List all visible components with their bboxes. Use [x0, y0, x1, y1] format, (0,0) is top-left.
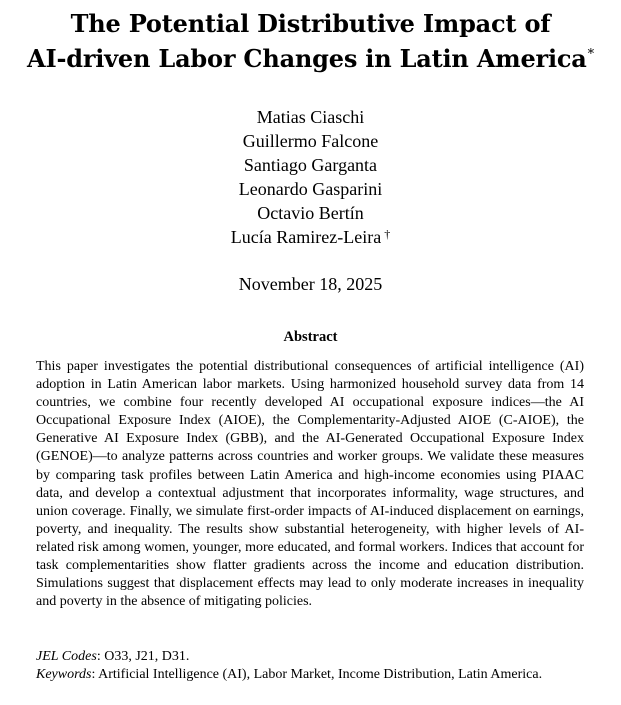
author-name [0, 153, 621, 177]
title-footnote-mark[interactable]: * [587, 47, 594, 62]
author-name-text: Matias Ciaschi [256, 107, 365, 127]
paper-title [0, 6, 621, 76]
paper-title-line-1: The Potential Distributive Impact of [70, 9, 551, 38]
author-name-text: Santiago Garganta [243, 155, 378, 175]
author-name [0, 201, 621, 225]
keywords-label: Keywords [36, 667, 92, 682]
author-list [0, 105, 621, 249]
paper-title-line-2-text: AI-driven Labor Changes in Latin America [27, 44, 587, 73]
author-name-text: Guillermo Falcone [242, 131, 379, 151]
author-name [0, 105, 621, 129]
paper-title-line-2 [0, 41, 621, 76]
abstract-heading: Abstract [283, 329, 338, 345]
author-name-text: Octavio Bertín [257, 203, 364, 223]
author-name [0, 225, 621, 249]
publication-date: November 18, 2025 [238, 274, 383, 294]
author-name [0, 177, 621, 201]
keywords: Keywords: Artificial Intelligence (AI), Labor Market, Income Distribution, Latin America. [36, 667, 543, 682]
abstract-text: This paper investigates the potential distributional consequences of artificial intelligence (AI) adoption in Latin American labor markets. Using harmonized household survey data from 14 countries, we combine four recently developed AI occupational exposure indices—the AI Occupational Exposure Index (AIOE), the Complementarity-Adjusted AIOE (C-AIOE), the Generative AI Exposure Index (GBB), and the AI-Generated Occupational Exposure Index (GENOE)—to analyze patterns across countries and worker groups. We validate these measures by comparing task profiles between Latin America and high-income economies using PIAAC data, and develop a contextual adjustment that incorporates informality, wage structures, and union coverage. Finally, we simulate first-order impacts of AI-induced displacement on earnings, poverty, and inequality. The results show substantial heterogeneity, with higher levels of AI-related risk among women, younger, more educated, and formal workers. Indices that account for task complementarities show flatter gradients across the income and education distribution. Simulations suggest that displacement effects may lead to only moderate increases in inequality and poverty in the absence of mitigating policies. [36, 359, 584, 610]
jel-codes: JEL Codes: O33, J21, D31. [36, 649, 190, 664]
author-name [0, 129, 621, 153]
jel-codes-label: JEL Codes [36, 649, 97, 664]
author-footnote-mark[interactable]: † [384, 227, 391, 241]
author-name-text: Lucía Ramirez-Leira [230, 227, 382, 247]
keywords-value: Artificial Intelligence (AI), Labor Market, Income Distribution, Latin America. [98, 667, 543, 682]
author-name-text: Leonardo Gasparini [238, 179, 383, 199]
jel-codes-value: O33, J21, D31. [104, 649, 190, 664]
